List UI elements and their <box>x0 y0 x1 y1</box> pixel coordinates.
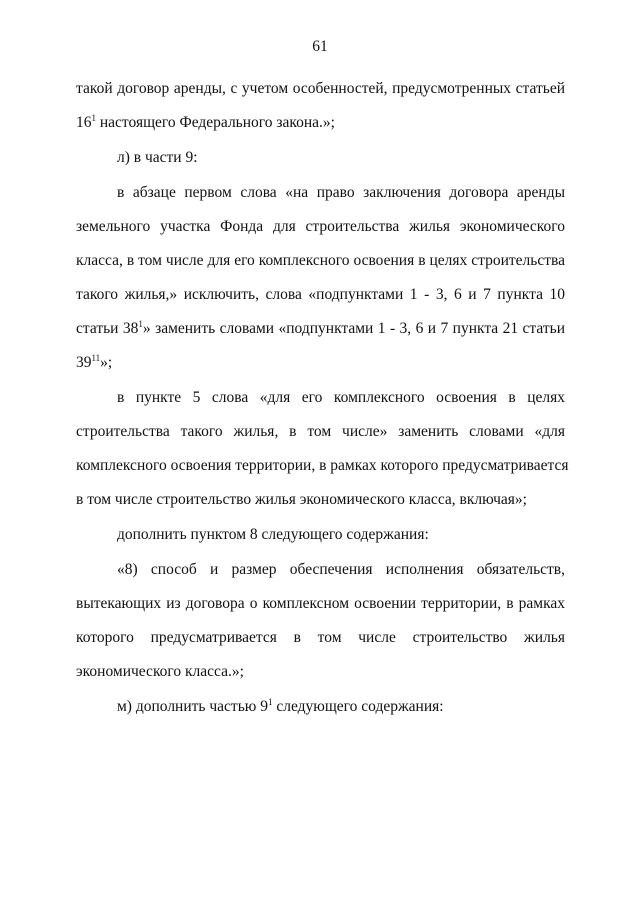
text-line: комплексного освоения территории, в рамках которого предусматривается <box>76 457 569 474</box>
text-line <box>76 312 565 346</box>
text-line <box>76 106 565 140</box>
text-line: дополнить пунктом 8 следующего содержания: <box>117 526 429 543</box>
text-fragment: м) дополнить частью 9 <box>117 698 268 715</box>
text-line: строительства такого жилья, в том числе» заменить словами «для <box>76 423 565 440</box>
superscript: 1 <box>267 697 273 707</box>
paragraph-add-punkt-8 <box>76 518 565 552</box>
text-fragment: 16 <box>76 114 92 131</box>
paragraph-continuation <box>76 72 565 140</box>
text-line: класса, в том числе для его комплексного освоения в целях строительства <box>76 252 565 269</box>
paragraph-item-l <box>76 141 565 175</box>
paragraph-item-m <box>76 690 565 724</box>
page-number: 61 <box>312 38 328 55</box>
text-fragment: настоящего Федерального закона.»; <box>96 114 335 131</box>
text-line <box>76 690 565 724</box>
text-line: в том числе строительство жилья экономического класса, включая»; <box>76 491 527 508</box>
text-line: л) в части 9: <box>117 149 198 166</box>
text-line: в пункте 5 слова «для его комплексного освоения в целях <box>117 389 565 406</box>
text-line: экономического класса.»; <box>76 663 244 680</box>
document-body <box>76 72 569 724</box>
text-fragment: » заменить словами «подпунктами 1 - 3, 6 и 7 пункта 21 статьи <box>142 320 565 337</box>
superscript: 11 <box>91 353 101 363</box>
paragraph-first-abzac <box>76 176 565 380</box>
text-fragment: »; <box>100 354 113 371</box>
text-line: которого предусматривается в том числе строительство жилья <box>76 629 565 646</box>
text-fragment: статьи 38 <box>76 320 139 337</box>
text-line: земельного участка Фонда для строительства жилья экономического <box>76 218 565 235</box>
paragraph-punkt-5 <box>76 381 569 517</box>
superscript: 1 <box>138 319 143 329</box>
text-line <box>76 346 565 380</box>
paragraph-punkt-8-text <box>76 553 565 689</box>
text-line: такого жилья,» исключить, слова «подпунктами 1 - 3, 6 и 7 пункта 10 <box>76 286 565 303</box>
text-fragment: следующего содержания: <box>272 698 444 715</box>
superscript: 1 <box>91 113 96 123</box>
text-line: «8) способ и размер обеспечения исполнения обязательств, <box>117 561 565 578</box>
text-line: вытекающих из договора о комплексном освоении территории, в рамках <box>76 595 565 612</box>
text-line: в абзаце первом слова «на право заключения договора аренды <box>117 184 565 201</box>
text-line: такой договор аренды, с учетом особенностей, предусмотренных статьей <box>76 80 565 97</box>
text-fragment: 39 <box>76 354 92 371</box>
